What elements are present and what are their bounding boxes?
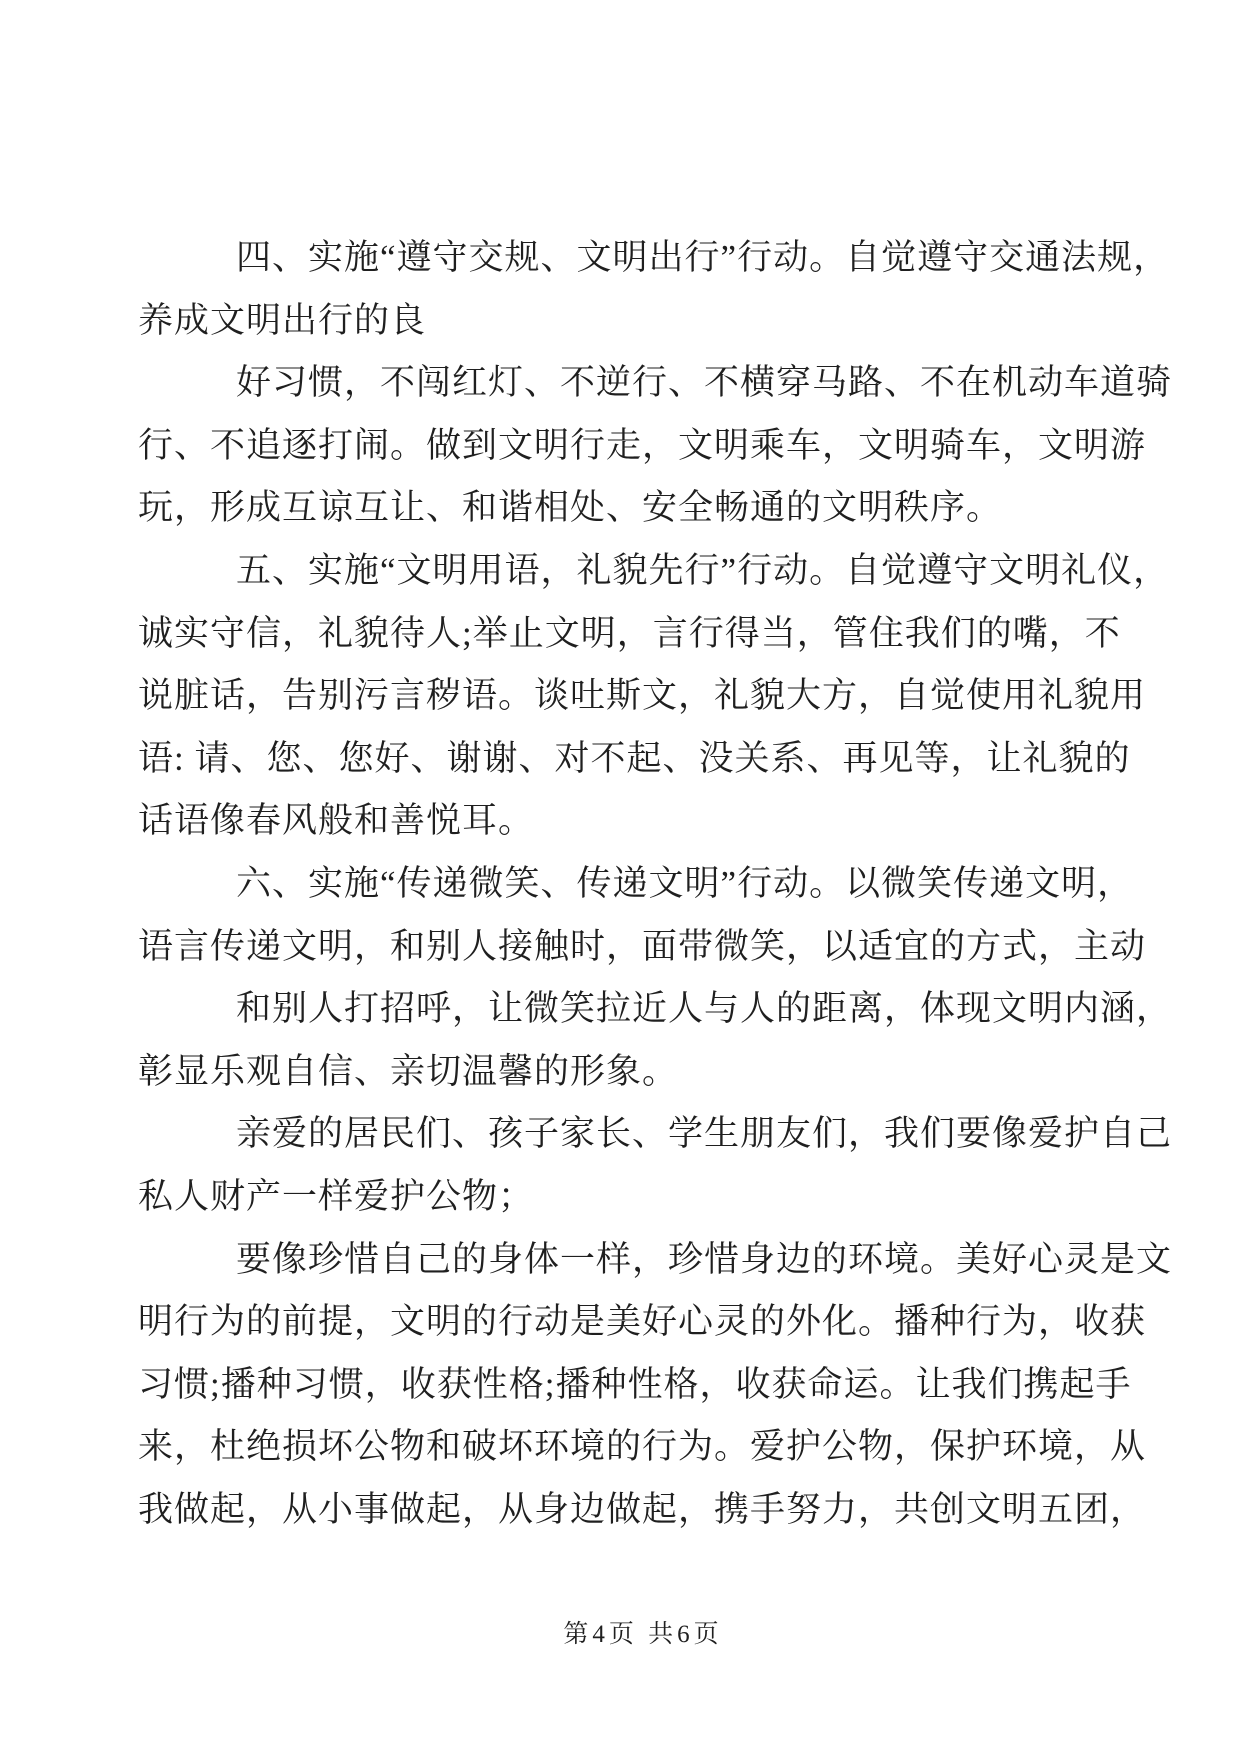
text-line: 玩，形成互谅互让、和谐相处、安全畅通的文明秩序。	[138, 488, 1003, 528]
text-line: 说脏话，告别污言秽语。谈吐斯文，礼貌大方，自觉使用礼貌用	[138, 676, 1147, 716]
text-line: 彰显乐观自信、亲切温馨的形象。	[138, 1051, 679, 1091]
text-line: 四、实施“遵守交规、文明出行”行动。自觉遵守交通法规，	[236, 238, 1170, 277]
text-line: 私人财产一样爱护公物；	[138, 1176, 535, 1216]
text-line: 要像珍惜自己的身体一样，珍惜身边的环境。美好心灵是文	[236, 1239, 1173, 1279]
text-line: 我做起，从小事做起，从身边做起，携手努力，共创文明五团，	[138, 1489, 1147, 1529]
text-line: 五、实施“文明用语，礼貌先行”行动。自觉遵守文明礼仪，	[236, 550, 1170, 590]
text-line: 好习惯，不闯红灯、不逆行、不横穿马路、不在机动车道骑	[236, 363, 1173, 403]
text-line: 语言传递文明，和别人接触时，面带微笑，以适宜的方式，主动	[138, 926, 1147, 966]
text-line: 明行为的前提，文明的行动是美好心灵的外化。播种行为，收获	[138, 1302, 1147, 1342]
text-line: 诚实守信，礼貌待人;举止文明，言行得当，管住我们的嘴，不	[138, 613, 1121, 653]
text-line: 语: 请、您、您好、谢谢、对不起、没关系、再见等，让礼貌的	[138, 738, 1131, 778]
text-line: 话语像春风般和善悦耳。	[138, 801, 535, 841]
text-line: 亲爱的居民们、孩子家长、学生朋友们，我们要像爱护自己	[236, 1114, 1173, 1154]
text-line: 六、实施“传递微笑、传递文明”行动。以微笑传递文明，	[236, 863, 1134, 903]
text-line: 养成文明出行的良	[138, 300, 427, 340]
page-number-footer: 第4页 共6页	[563, 1621, 723, 1648]
text-line: 和别人打招呼，让微笑拉近人与人的距离，体现文明内涵，	[236, 989, 1173, 1029]
document-body	[138, 227, 1173, 1541]
text-line: 来，杜绝损坏公物和破坏环境的行为。爱护公物，保护环境，从	[138, 1427, 1147, 1467]
text-line: 行、不追逐打闹。做到文明行走，文明乘车，文明骑车，文明游	[138, 425, 1147, 465]
text-line: 习惯;播种习惯，收获性格;播种性格，收获命运。让我们携起手	[138, 1364, 1132, 1404]
